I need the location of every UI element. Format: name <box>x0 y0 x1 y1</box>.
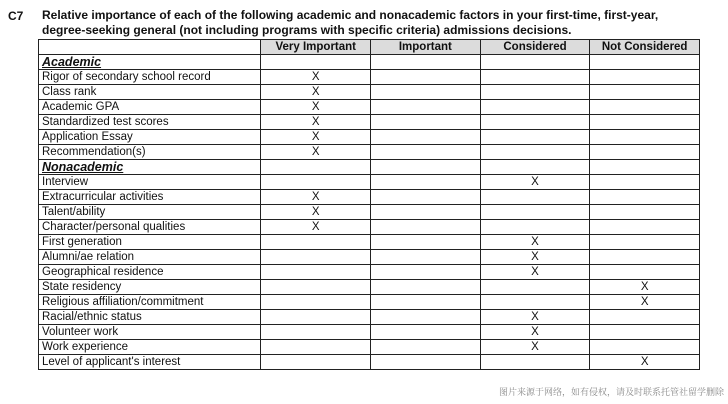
rating-cell: X <box>261 70 371 85</box>
rating-cell <box>371 100 481 115</box>
rating-cell <box>590 325 700 340</box>
rating-cell: X <box>480 235 590 250</box>
table-row <box>39 190 700 205</box>
rating-cell <box>371 115 481 130</box>
rating-cell <box>480 115 590 130</box>
rating-cell <box>480 145 590 160</box>
rating-cell <box>480 85 590 100</box>
empty-cell <box>480 55 590 70</box>
factor-label: Talent/ability <box>39 205 261 220</box>
rating-cell <box>590 265 700 280</box>
rating-cell <box>480 190 590 205</box>
rating-cell <box>590 70 700 85</box>
table-row <box>39 355 700 370</box>
rating-cell <box>261 310 371 325</box>
empty-cell <box>261 160 371 175</box>
column-header: Very Important <box>261 40 371 55</box>
column-header: Considered <box>480 40 590 55</box>
table-row <box>39 70 700 85</box>
table-row <box>39 235 700 250</box>
rating-cell <box>590 145 700 160</box>
rating-cell <box>590 130 700 145</box>
rating-cell: X <box>261 85 371 100</box>
factor-label: Application Essay <box>39 130 261 145</box>
rating-cell <box>480 130 590 145</box>
factor-label: Religious affiliation/commitment <box>39 295 261 310</box>
rating-cell: X <box>590 295 700 310</box>
table-header-row <box>39 40 700 55</box>
column-header: Not Considered <box>590 40 700 55</box>
rating-cell: X <box>480 175 590 190</box>
rating-cell <box>480 355 590 370</box>
rating-cell <box>371 190 481 205</box>
rating-cell <box>371 280 481 295</box>
rating-cell <box>590 340 700 355</box>
rating-cell: X <box>480 325 590 340</box>
rating-cell: X <box>261 190 371 205</box>
header-blank-cell <box>39 40 261 55</box>
rating-cell <box>480 280 590 295</box>
rating-cell: X <box>480 250 590 265</box>
factor-label: State residency <box>39 280 261 295</box>
rating-cell <box>480 220 590 235</box>
rating-cell: X <box>480 265 590 280</box>
rating-cell <box>590 250 700 265</box>
rating-cell <box>371 265 481 280</box>
rating-cell <box>371 340 481 355</box>
table-row <box>39 100 700 115</box>
section-title: Academic <box>39 55 261 70</box>
rating-cell: X <box>261 130 371 145</box>
table-row <box>39 205 700 220</box>
table-row <box>39 250 700 265</box>
factor-label: Rigor of secondary school record <box>39 70 261 85</box>
rating-cell <box>371 325 481 340</box>
table-row <box>39 85 700 100</box>
table-row <box>39 340 700 355</box>
factor-label: Character/personal qualities <box>39 220 261 235</box>
rating-cell <box>590 235 700 250</box>
rating-cell: X <box>480 310 590 325</box>
factor-label: Interview <box>39 175 261 190</box>
rating-cell <box>371 235 481 250</box>
factor-label: Alumni/ae relation <box>39 250 261 265</box>
rating-cell <box>590 220 700 235</box>
rating-cell <box>480 295 590 310</box>
column-header: Important <box>371 40 481 55</box>
admission-factors-table <box>38 39 700 370</box>
factor-label: Standardized test scores <box>39 115 261 130</box>
factor-label: Class rank <box>39 85 261 100</box>
question-code: C7 <box>8 9 24 23</box>
empty-cell <box>261 55 371 70</box>
table-row <box>39 295 700 310</box>
rating-cell <box>371 295 481 310</box>
rating-cell <box>480 100 590 115</box>
table-row <box>39 265 700 280</box>
rating-cell <box>261 280 371 295</box>
table-row <box>39 220 700 235</box>
rating-cell <box>371 130 481 145</box>
rating-cell <box>371 85 481 100</box>
rating-cell <box>590 175 700 190</box>
factor-label: Extracurricular activities <box>39 190 261 205</box>
table-row <box>39 115 700 130</box>
rating-cell <box>261 250 371 265</box>
rating-cell <box>590 115 700 130</box>
rating-cell <box>590 310 700 325</box>
section-header-row <box>39 160 700 175</box>
table-row <box>39 175 700 190</box>
rating-cell <box>261 235 371 250</box>
rating-cell <box>371 310 481 325</box>
rating-cell <box>261 355 371 370</box>
rating-cell <box>261 340 371 355</box>
rating-cell: X <box>480 340 590 355</box>
rating-cell: X <box>590 355 700 370</box>
empty-cell <box>371 160 481 175</box>
factor-label: Recommendation(s) <box>39 145 261 160</box>
section-header-row <box>39 55 700 70</box>
empty-cell <box>371 55 481 70</box>
rating-cell: X <box>261 205 371 220</box>
question-text: Relative importance of each of the following academic and nonacademic factors in your first-time, first-year, degree-seeking general (not including programs with specific criteria) admissions decisions. <box>42 8 659 37</box>
empty-cell <box>590 160 700 175</box>
rating-cell: X <box>261 100 371 115</box>
rating-cell: X <box>261 115 371 130</box>
rating-cell <box>371 355 481 370</box>
empty-cell <box>480 160 590 175</box>
rating-cell <box>480 205 590 220</box>
rating-cell <box>371 175 481 190</box>
rating-cell <box>371 145 481 160</box>
table-body <box>39 55 700 370</box>
rating-cell <box>261 265 371 280</box>
factor-label: Work experience <box>39 340 261 355</box>
rating-cell <box>590 190 700 205</box>
table-row <box>39 145 700 160</box>
rating-cell <box>371 250 481 265</box>
watermark-text: 图片来源于网络，如有侵权，请及时联系托管社留学删除 <box>498 387 724 397</box>
factor-label: Racial/ethnic status <box>39 310 261 325</box>
rating-cell <box>371 205 481 220</box>
table-row <box>39 280 700 295</box>
rating-cell <box>590 205 700 220</box>
rating-cell: X <box>261 145 371 160</box>
rating-cell <box>261 175 371 190</box>
rating-cell <box>371 70 481 85</box>
rating-cell <box>261 325 371 340</box>
factor-label: Volunteer work <box>39 325 261 340</box>
factor-label: Level of applicant's interest <box>39 355 261 370</box>
table-row <box>39 130 700 145</box>
section-title: Nonacademic <box>39 160 261 175</box>
rating-cell <box>480 70 590 85</box>
factor-label: Academic GPA <box>39 100 261 115</box>
table-row <box>39 325 700 340</box>
rating-cell <box>590 100 700 115</box>
factor-label: First generation <box>39 235 261 250</box>
rating-cell <box>590 85 700 100</box>
rating-cell: X <box>261 220 371 235</box>
empty-cell <box>590 55 700 70</box>
rating-cell <box>261 295 371 310</box>
rating-cell <box>371 220 481 235</box>
table-row <box>39 310 700 325</box>
rating-cell: X <box>590 280 700 295</box>
factor-label: Geographical residence <box>39 265 261 280</box>
